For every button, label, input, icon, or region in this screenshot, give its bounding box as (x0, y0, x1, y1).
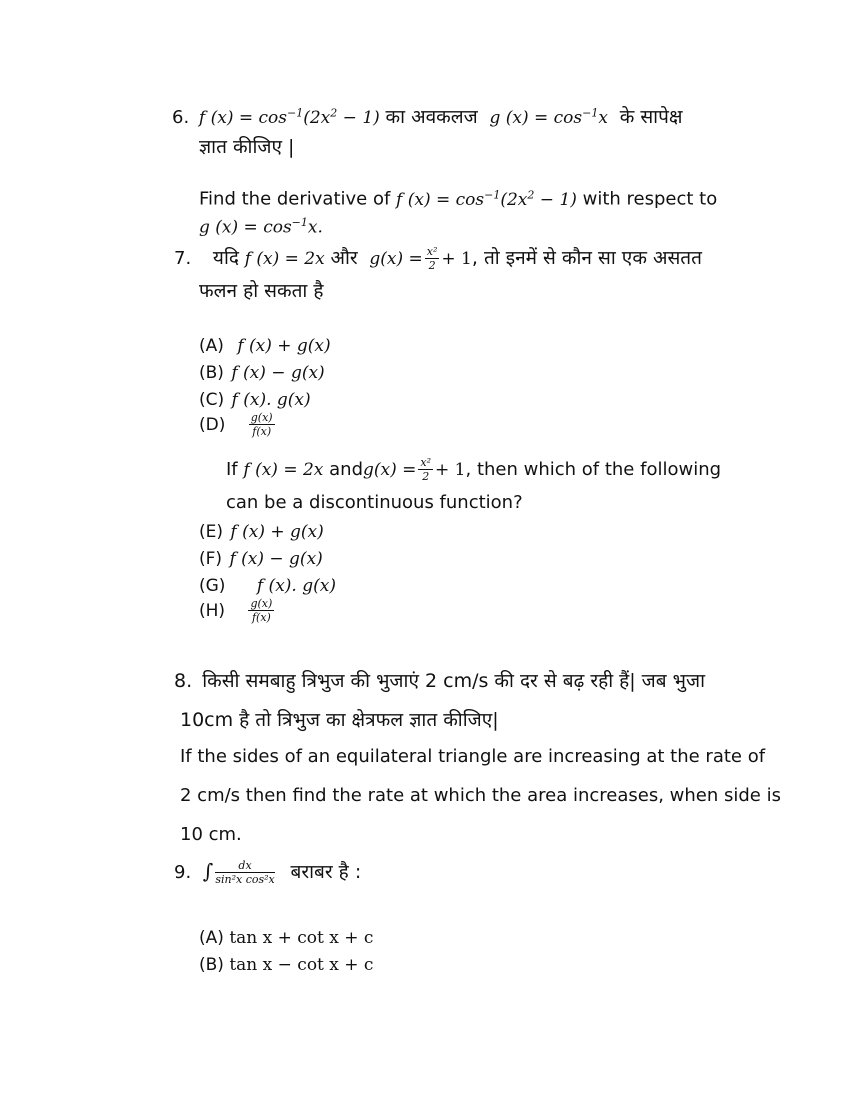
q7-g-post: + 1 (441, 249, 472, 269)
q6-en-f-expr: f $(x) = \cos^{-1}(2x^2 - 1)$ (396, 188, 577, 210)
q7-hindi-and: और (330, 247, 358, 269)
q6-hindi-text: का अवकलज (385, 106, 478, 128)
q9-hindi-text: बराबर है : (290, 861, 362, 883)
q7-en-post: , then which of the following (465, 459, 722, 480)
q7-option-a: (A) f (x) + g(x) (199, 336, 331, 356)
q7-hindi-line2: फलन हो सकता है (199, 280, 324, 302)
q7-en-if: If (226, 459, 238, 480)
q8-hindi-line2: 10cm है तो त्रिभुज का क्षेत्रफल ज्ञात कीजिए| (180, 709, 499, 731)
q6-g-expr: g $(x) = \cos^{-1}x$ (489, 106, 608, 128)
q7-f-def: f (x) = 2x (244, 249, 325, 269)
q6-english-text: Find the derivative of (199, 188, 391, 210)
q6-f-expr: f $(x) = \cos^{-1}(2x^2 - 1)$ (198, 106, 380, 128)
q7-option-c: (C) f (x). g(x) (199, 390, 311, 410)
q7-g-pre: g(x) = (369, 249, 423, 269)
q7-en-f-def: f (x) = 2x (243, 460, 324, 480)
q9-option-b: (B) tan x − cot x + c (199, 955, 374, 975)
q7-hindi-post: , तो इनमें से कौन सा एक असतत (471, 247, 702, 269)
q7-option-g: (G) f (x). g(x) (199, 576, 336, 596)
q6-hindi-line1 (172, 103, 683, 129)
q7-option-f: (F) f (x) − g(x) (199, 549, 323, 569)
q8-hindi-text1: किसी समबाहु त्रिभुज की भुजाएं 2 cm/s की दर से बढ़ रही हैं| जब भुजा (202, 670, 706, 692)
q7-g-fraction: $\frac{\text{x²}}{2}$ (426, 245, 438, 272)
q9-integrand: $\frac{dx}{\text{sin²x cos²x}}$ (215, 859, 275, 886)
q9-option-a: (A) tan x + cot x + c (199, 928, 374, 948)
q6-number: 6. (172, 107, 190, 128)
q7-option-h: (H) $\frac{g(x)}{f(x)}$ (199, 597, 273, 624)
q7-number: 7. (174, 248, 192, 269)
q6-hindi-line2: ज्ञात कीजिए | (199, 136, 295, 158)
q8-number: 8. (174, 670, 193, 692)
q8-hindi-line1 (174, 667, 705, 693)
q9-line (174, 858, 361, 886)
q7-en-g-pre: g(x) = (363, 460, 417, 480)
q8-english-line1: If the sides of an equilateral triangle are increasing at the rate of (180, 746, 766, 767)
q6-hindi-end: के सापेक्ष (619, 106, 683, 128)
q7-en-and: and (329, 459, 364, 480)
integral-symbol: ∫ (202, 859, 214, 883)
q6-english-line2: g $(x) = \cos^{-1}x$. (199, 216, 323, 238)
q7-hindi-pre: यदि (212, 247, 239, 269)
q7-english-line2: can be a discontinuous function? (226, 492, 523, 513)
q7-option-d: (D) $\frac{g(x)}{f(x)}$ (199, 411, 273, 438)
q7-hindi-line1 (174, 244, 702, 272)
q8-english-line2: 2 cm/s then find the rate at which the area increases, when side is (180, 785, 781, 806)
q7-english-line1: If f (x) = 2x andg(x) = $\frac{\text{x²}}{2}$ + 1, then which of the following (226, 456, 722, 483)
q6-english-line1 (199, 188, 717, 210)
q9-number: 9. (174, 862, 192, 883)
q7-option-e: (E) f (x) + g(x) (199, 522, 324, 542)
q7-option-b: (B) f (x) − g(x) (199, 363, 325, 383)
q6-english-mid: with respect to (582, 188, 718, 210)
q8-english-line3: 10 cm. (180, 824, 242, 845)
